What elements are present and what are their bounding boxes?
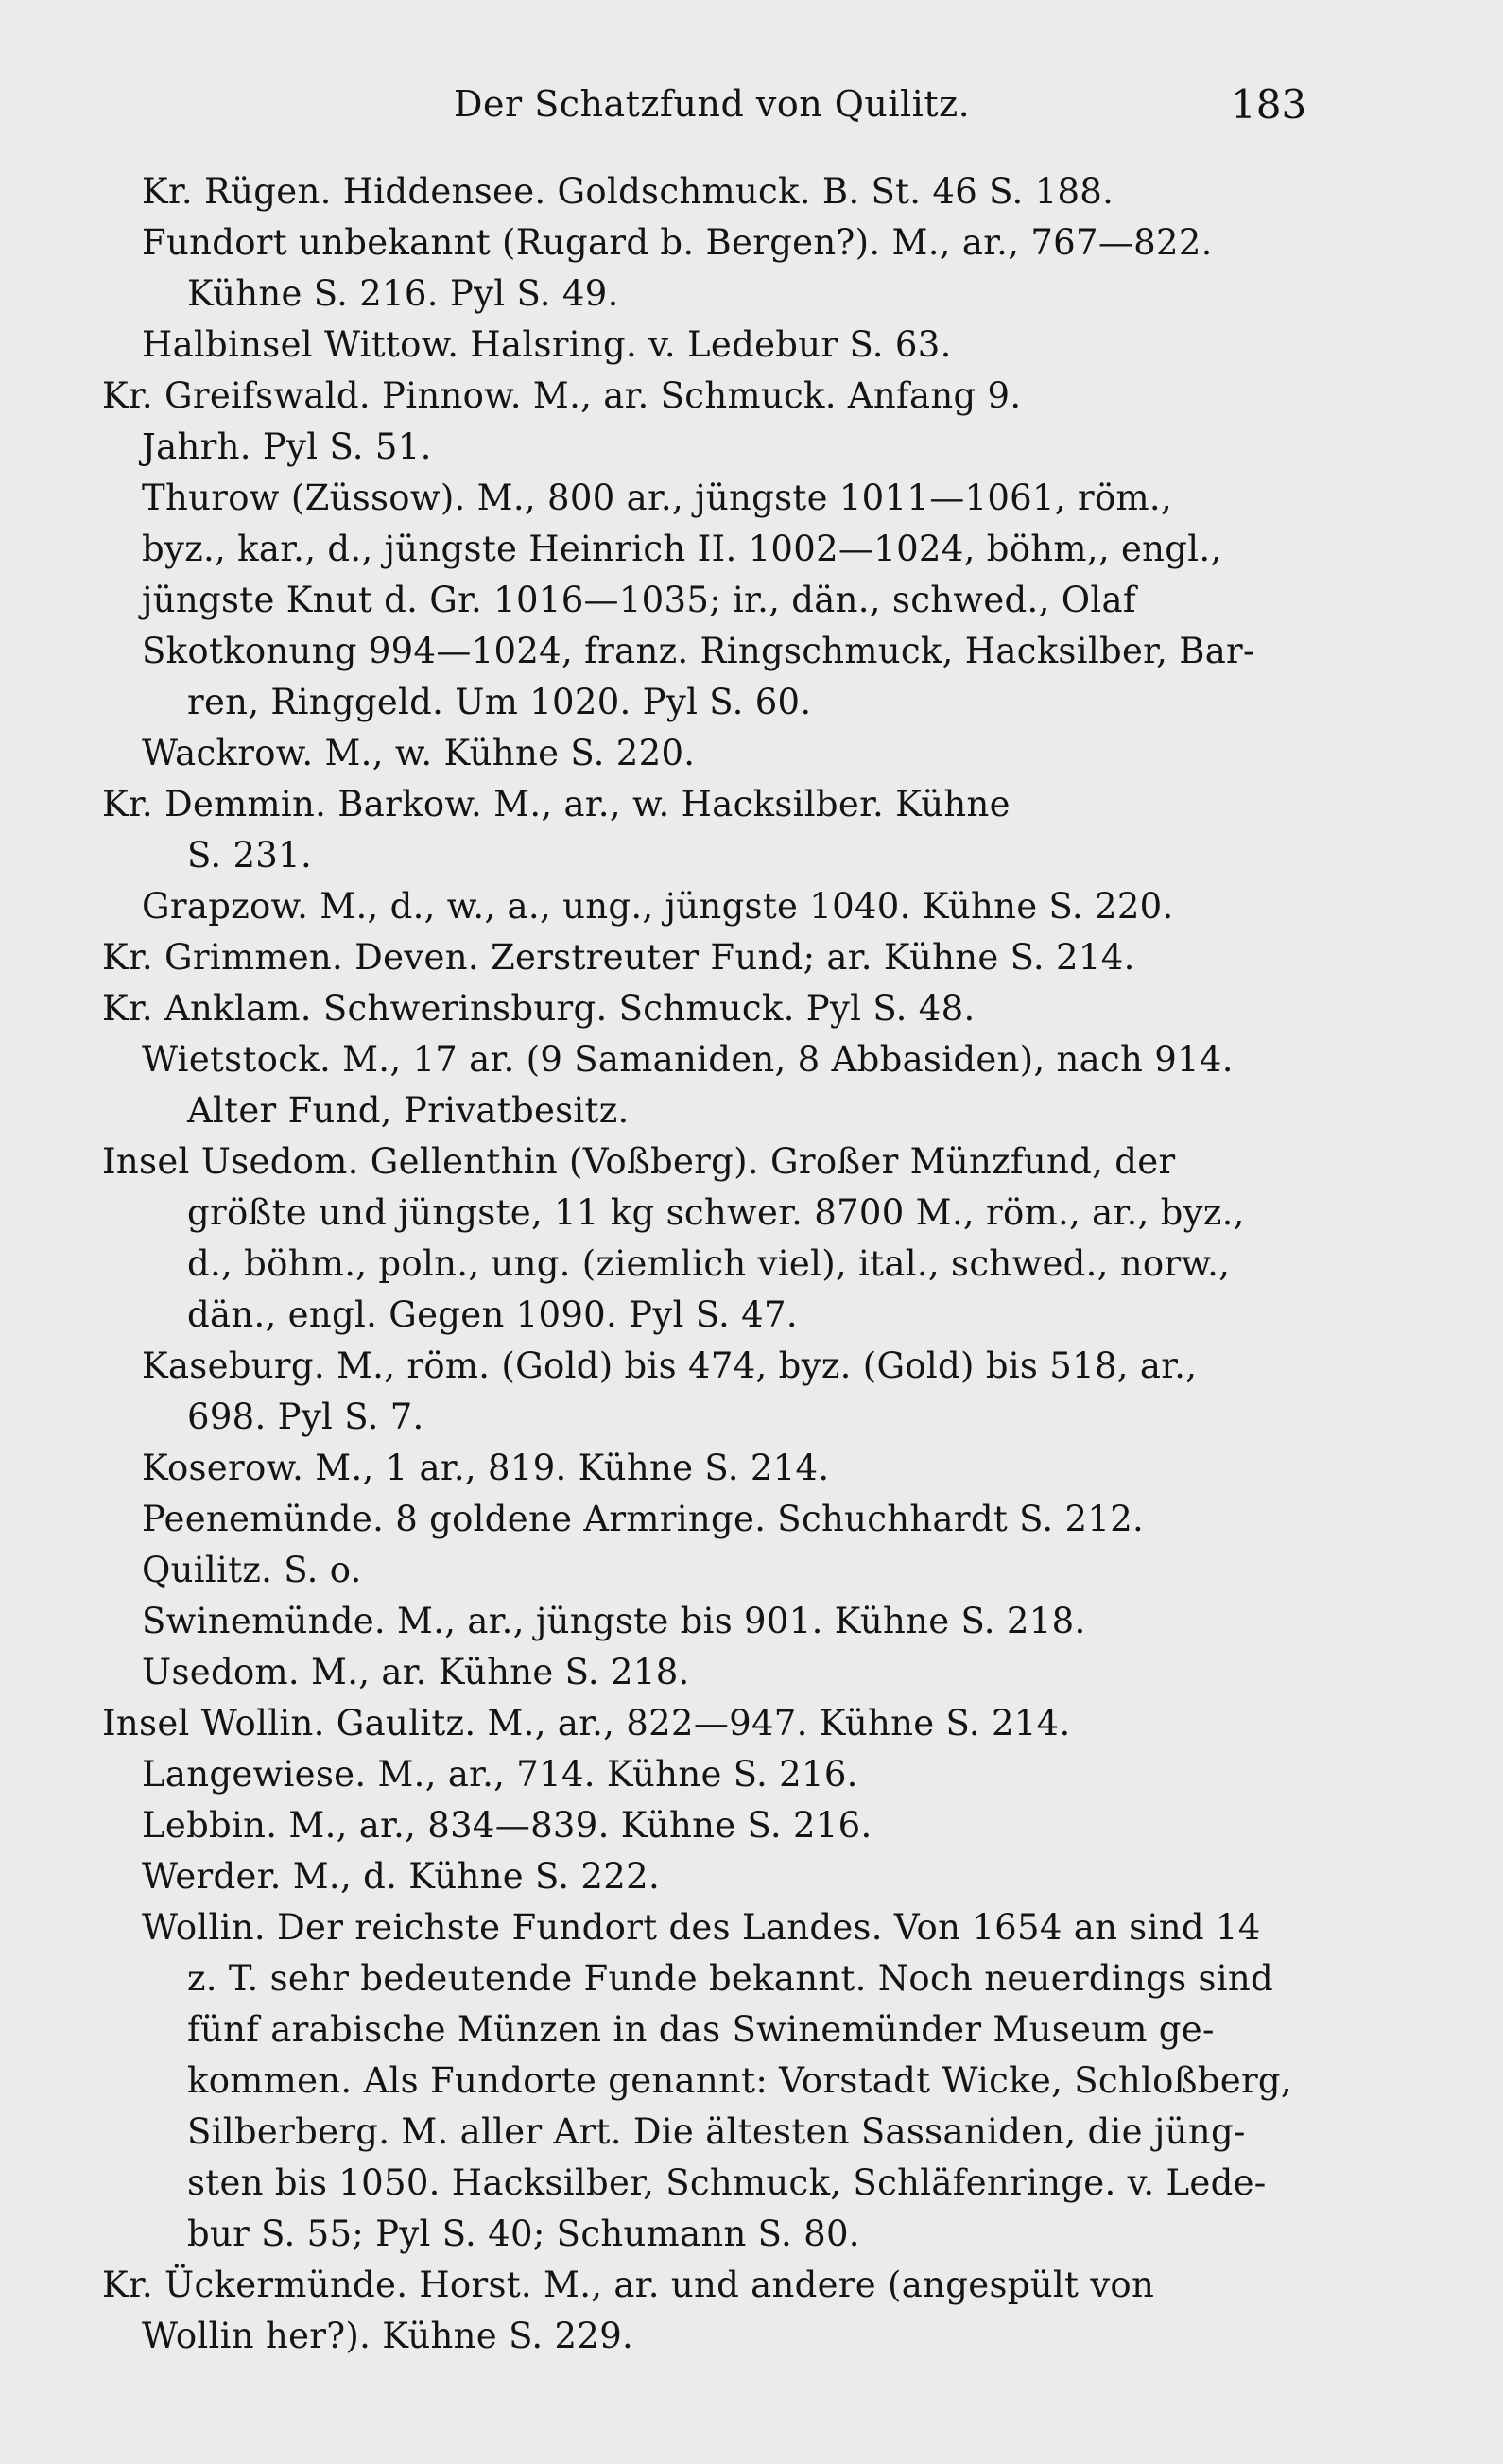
text-line: Kr. Rügen. Hiddensee. Goldschmuck. B. St. 46 S. 188. (142, 171, 1114, 212)
text-line: Kaseburg. M., röm. (Gold) bis 474, byz. (Gold) bis 518, ar., (142, 1345, 1198, 1386)
text-line: Wollin. Der reichste Fundort des Landes. Von 1654 an sind 14 (142, 1907, 1261, 1948)
page-number: 183 (1231, 81, 1307, 128)
text-line: Wietstock. M., 17 ar. (9 Samaniden, 8 Abbasiden), nach 914. (142, 1039, 1234, 1080)
text-line: z. T. sehr bedeutende Funde bekannt. Noch neuerdings sind (187, 1958, 1273, 1999)
text-line: Kr. Greifswald. Pinnow. M., ar. Schmuck. Anfang 9. (102, 375, 1022, 416)
text-line: Jahrh. Pyl S. 51. (142, 426, 432, 467)
text-line: dän., engl. Gegen 1090. Pyl S. 47. (187, 1294, 798, 1335)
text-line: Thurow (Züssow). M., 800 ar., jüngste 1011—1061, röm., (142, 477, 1173, 518)
text-line: d., böhm., poln., ung. (ziemlich viel), ital., schwed., norw., (187, 1243, 1231, 1284)
text-line: Peenemünde. 8 goldene Armringe. Schuchhardt S. 212. (142, 1499, 1145, 1539)
text-line: ren, Ringgeld. Um 1020. Pyl S. 60. (187, 682, 812, 722)
text-line: bur S. 55; Pyl S. 40; Schumann S. 80. (187, 2213, 860, 2254)
text-line: Langewiese. M., ar., 714. Kühne S. 216. (142, 1754, 858, 1795)
text-line: Swinemünde. M., ar., jüngste bis 901. Kühne S. 218. (142, 1601, 1086, 1641)
text-line: sten bis 1050. Hacksilber, Schmuck, Schläfenringe. v. Lede- (187, 2162, 1267, 2203)
text-line: Quilitz. S. o. (142, 1550, 362, 1590)
text-line: Kühne S. 216. Pyl S. 49. (187, 273, 619, 314)
text-line: Kr. Demmin. Barkow. M., ar., w. Hacksilber. Kühne (102, 784, 1011, 824)
text-line: Skotkonung 994—1024, franz. Ringschmuck, Hacksilber, Bar- (142, 631, 1255, 671)
text-line: Lebbin. M., ar., 834—839. Kühne S. 216. (142, 1805, 872, 1846)
text-line: Koserow. M., 1 ar., 819. Kühne S. 214. (142, 1448, 830, 1488)
text-line: Insel Usedom. Gellenthin (Voßberg). Großer Münzfund, der (102, 1141, 1176, 1182)
text-line: Wollin her?). Kühne S. 229. (142, 2316, 634, 2356)
text-line: fünf arabische Münzen in das Swinemünder Museum ge- (187, 2009, 1215, 2050)
text-line: Kr. Ückermünde. Horst. M., ar. und andere (angespült von (102, 2264, 1155, 2305)
text-line: Kr. Anklam. Schwerinsburg. Schmuck. Pyl S. 48. (102, 988, 976, 1029)
text-line: Kr. Grimmen. Deven. Zerstreuter Fund; ar. Kühne S. 214. (102, 937, 1135, 978)
text-line: kommen. Als Fundorte genannt: Vorstadt Wicke, Schloßberg, (187, 2060, 1292, 2101)
running-header-title: Der Schatzfund von Quilitz. (454, 83, 971, 125)
text-line: Wackrow. M., w. Kühne S. 220. (142, 733, 696, 773)
text-line: größte und jüngste, 11 kg schwer. 8700 M., röm., ar., byz., (187, 1192, 1245, 1233)
text-line: Insel Wollin. Gaulitz. M., ar., 822—947. Kühne S. 214. (102, 1703, 1071, 1744)
text-line: Halbinsel Wittow. Halsring. v. Ledebur S. 63. (142, 324, 952, 365)
text-line: Silberberg. M. aller Art. Die ältesten Sassaniden, die jüng- (187, 2111, 1246, 2152)
text-line: Grapzow. M., d., w., a., ung., jüngste 1040. Kühne S. 220. (142, 886, 1174, 927)
text-line: Usedom. M., ar. Kühne S. 218. (142, 1652, 690, 1692)
text-line: S. 231. (187, 835, 313, 876)
text-line: Alter Fund, Privatbesitz. (187, 1090, 630, 1131)
text-line: jüngste Knut d. Gr. 1016—1035; ir., dän., schwed., Olaf (142, 580, 1136, 620)
text-line: Werder. M., d. Kühne S. 222. (142, 1856, 661, 1897)
text-line: Fundort unbekannt (Rugard b. Bergen?). M., ar., 767—822. (142, 222, 1213, 263)
text-line: byz., kar., d., jüngste Heinrich II. 1002—1024, böhm,, engl., (142, 529, 1222, 569)
text-line: 698. Pyl S. 7. (187, 1397, 424, 1437)
